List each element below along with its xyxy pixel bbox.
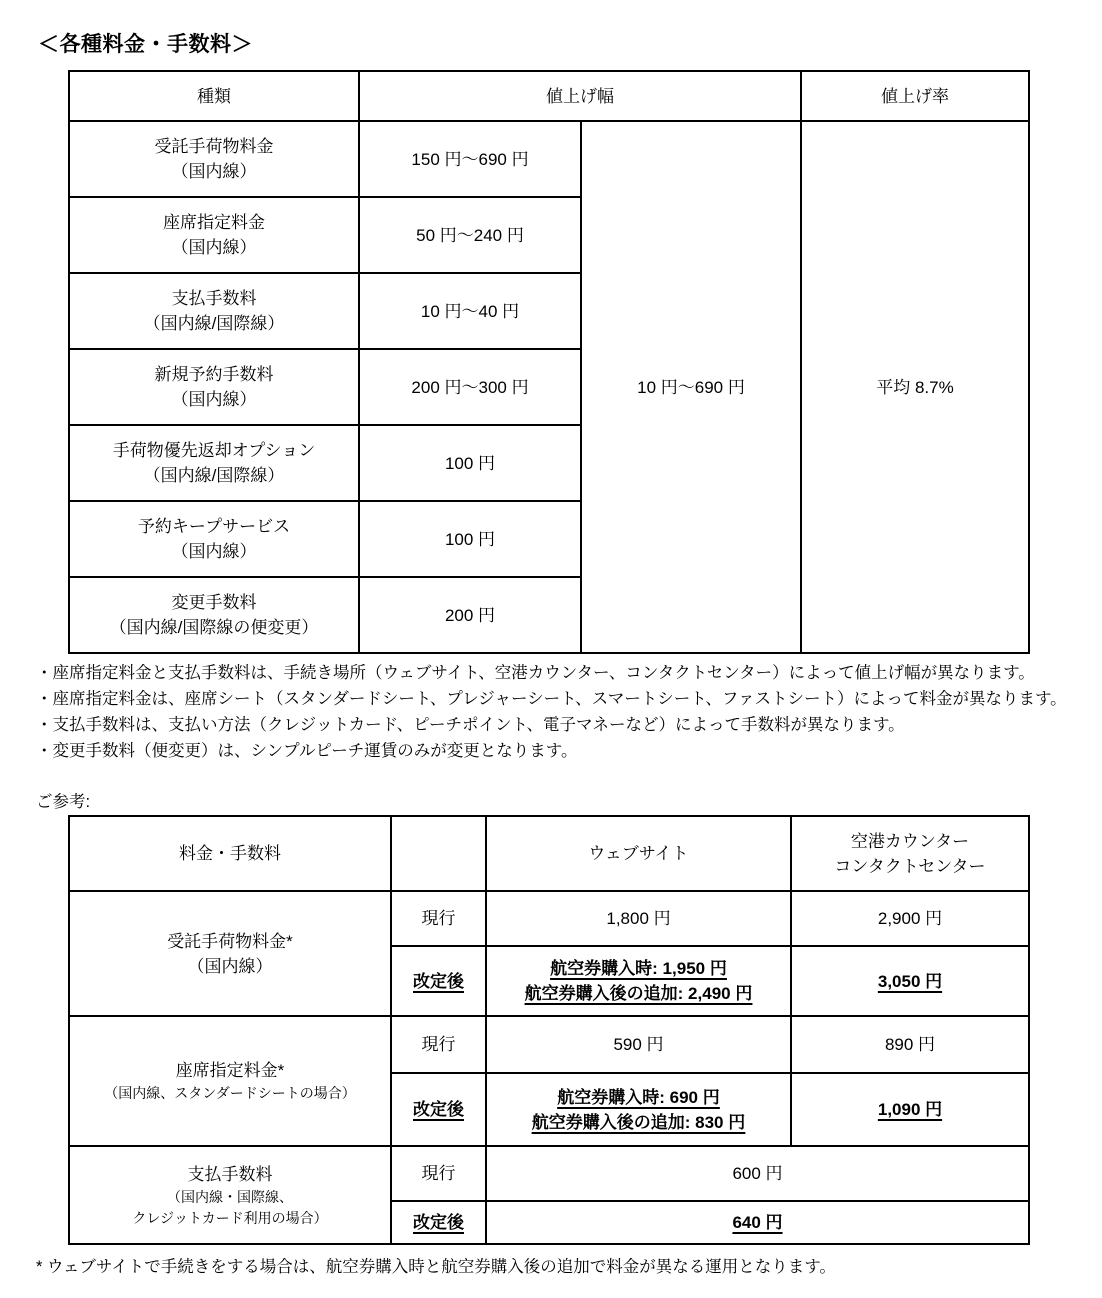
average-rate-cell: 平均 8.7% — [801, 121, 1029, 653]
note-line: ・座席指定料金は、座席シート（スタンダードシート、プレジャーシート、スマートシート、ファストシート）によって料金が異なります。 — [36, 690, 1067, 708]
revised-website-line1: 航空券購入時: 690 円 — [557, 1087, 720, 1107]
revised-website-line2: 航空券購入後の追加: 2,490 円 — [524, 984, 753, 1003]
revised-website-line2: 航空券購入後の追加: 830 円 — [531, 1112, 746, 1132]
current-counter-value: 2,900 円 — [791, 891, 1029, 946]
header-fee: 料金・手数料 — [69, 816, 391, 891]
current-label: 現行 — [391, 891, 486, 946]
revised-website-line1: 航空券購入時: 1,950 円 — [550, 959, 727, 978]
header-increase-rate: 値上げ率 — [801, 71, 1029, 121]
fee-name: 座席指定料金* — [175, 1061, 285, 1080]
fee-scope: （国内線） — [187, 956, 273, 976]
current-label: 現行 — [391, 1146, 486, 1201]
fee-scope: （国内線） — [171, 390, 257, 409]
revised-label: 改定後 — [391, 1201, 486, 1244]
table-row — [69, 1146, 1029, 1201]
notes-list — [36, 660, 1086, 764]
revised-website-value — [486, 1073, 791, 1146]
fee-name: 支払手数料 — [187, 1164, 273, 1184]
fee-name: 座席指定料金 — [163, 213, 265, 232]
fee-scope: （国内線） — [171, 162, 257, 181]
fee-scope: （国内線/国際線） — [143, 314, 285, 333]
fee-name: 変更手数料 — [171, 593, 257, 612]
reference-label: ご参考: — [36, 793, 91, 811]
page-title: ＜各種料金・手数料＞ — [38, 33, 253, 56]
table-row — [69, 891, 1029, 946]
fee-table-header-row — [69, 71, 1029, 121]
note-line: ・変更手数料（便変更）は、シンプルピーチ運賃のみが変更となります。 — [36, 742, 578, 760]
fee-range-cell: 200 円～300 円 — [359, 349, 581, 425]
revised-label: 改定後 — [391, 1073, 486, 1146]
reference-table-header-row — [69, 816, 1029, 891]
fee-range-cell: 150 円～690 円 — [359, 121, 581, 197]
fee-name-cell — [69, 891, 391, 1016]
fee-type-cell — [69, 577, 359, 653]
revised-counter-value: 3,050 円 — [791, 946, 1029, 1016]
current-website-value: 1,800 円 — [486, 891, 791, 946]
blank-header-cell — [391, 816, 486, 891]
fee-name: 受託手荷物料金* — [167, 931, 293, 951]
fee-name: 支払手数料 — [171, 289, 257, 308]
fee-type-cell — [69, 273, 359, 349]
header-increase-range: 値上げ幅 — [359, 71, 801, 121]
revised-counter-value: 1,090 円 — [791, 1073, 1029, 1146]
header-type: 種類 — [69, 71, 359, 121]
fee-type-cell — [69, 425, 359, 501]
revised-merged-value: 640 円 — [486, 1201, 1029, 1244]
header-counter — [791, 816, 1029, 891]
fee-type-cell — [69, 349, 359, 425]
header-counter-line1: 空港カウンター — [850, 831, 970, 851]
header-website: ウェブサイト — [486, 816, 791, 891]
fee-scope: （国内線/国際線の便変更） — [109, 618, 319, 637]
current-website-value: 590 円 — [486, 1016, 791, 1073]
fee-increase-table — [68, 70, 1030, 654]
fee-scope: （国内線） — [171, 542, 257, 561]
fee-scope: クレジットカード利用の場合） — [132, 1209, 328, 1226]
revised-label: 改定後 — [391, 946, 486, 1016]
fee-name: 新規予約手数料 — [154, 365, 274, 384]
fee-type-cell — [69, 121, 359, 197]
table-row — [69, 1016, 1029, 1073]
fee-type-cell — [69, 197, 359, 273]
note-line: ・支払手数料は、支払い方法（クレジットカード、ピーチポイント、電子マネーなど）によって手数料が異なります。 — [36, 716, 905, 734]
note-line: ・座席指定料金と支払手数料は、手続き場所（ウェブサイト、空港カウンター、コンタクトセンター）によって値上げ幅が異なります。 — [36, 664, 1035, 682]
fee-scope: （国内線） — [171, 238, 257, 257]
revised-website-value — [486, 946, 791, 1016]
fee-range-cell: 200 円 — [359, 577, 581, 653]
fee-range-cell: 100 円 — [359, 501, 581, 577]
reference-table — [68, 815, 1030, 1245]
fee-name: 手荷物優先返却オプション — [112, 441, 316, 460]
fee-name-cell — [69, 1146, 391, 1244]
fee-range-cell: 50 円～240 円 — [359, 197, 581, 273]
overall-range-cell: 10 円～690 円 — [581, 121, 801, 653]
header-counter-line2: コンタクトセンター — [834, 856, 986, 876]
table-row — [69, 121, 1029, 197]
current-counter-value: 890 円 — [791, 1016, 1029, 1073]
fee-scope: （国内線・国際線、 — [167, 1188, 293, 1205]
fee-scope: （国内線、スタンダードシートの場合） — [104, 1085, 356, 1101]
fee-range-cell: 100 円 — [359, 425, 581, 501]
fee-scope: （国内線/国際線） — [143, 466, 285, 485]
fee-name: 予約キープサービス — [137, 517, 291, 536]
fee-name-cell — [69, 1016, 391, 1146]
current-merged-value: 600 円 — [486, 1146, 1029, 1201]
footnote: * ウェブサイトで手続きをする場合は、航空券購入時と航空券購入後の追加で料金が異なる運用となります。 — [36, 1258, 836, 1276]
fee-type-cell — [69, 501, 359, 577]
fee-name: 受託手荷物料金 — [154, 137, 274, 156]
current-label: 現行 — [391, 1016, 486, 1073]
fee-range-cell: 10 円～40 円 — [359, 273, 581, 349]
